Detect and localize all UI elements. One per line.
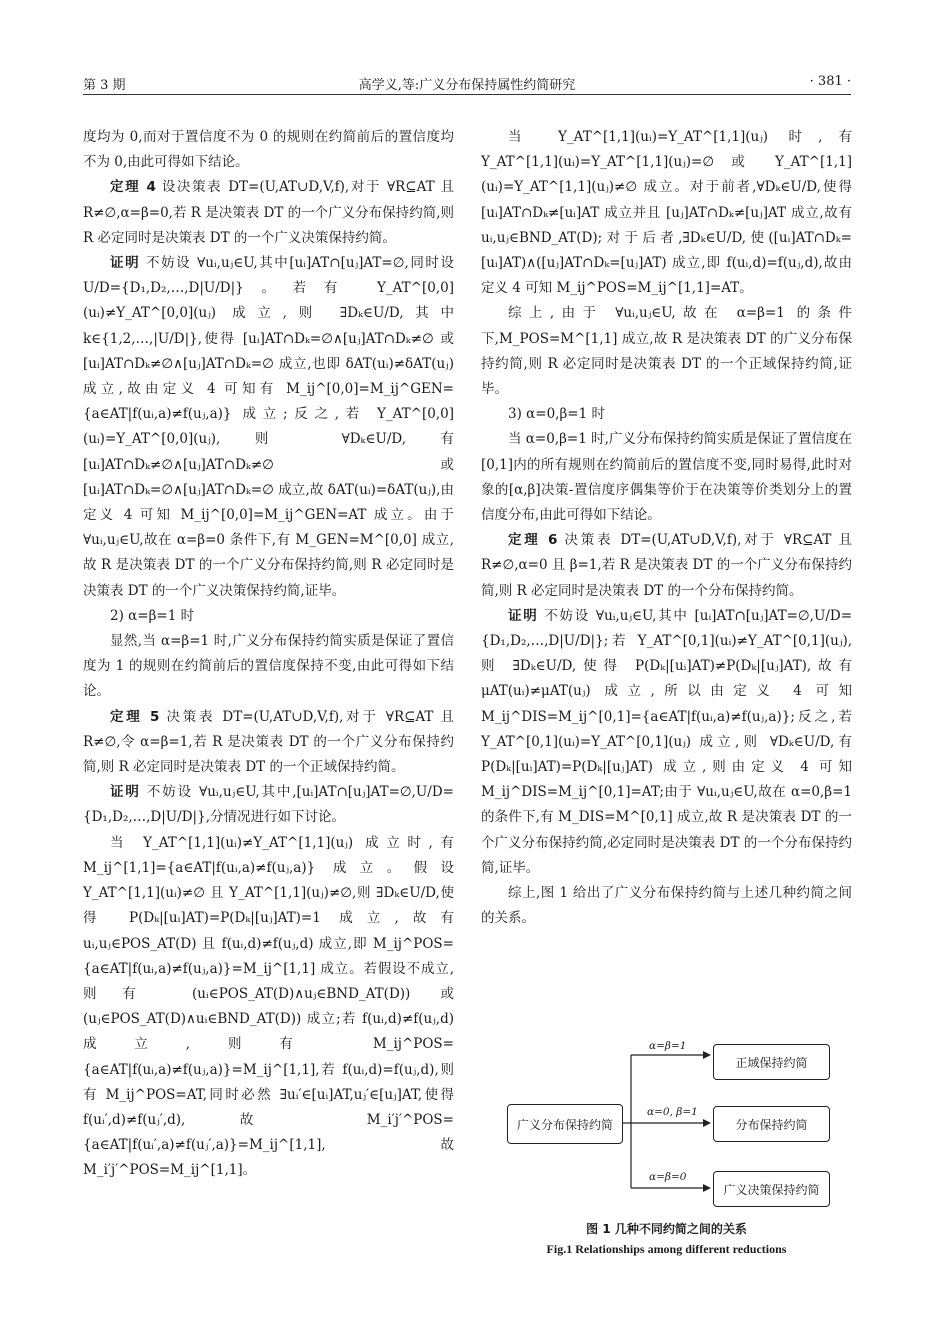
issue-number: 第 3 期 bbox=[83, 78, 126, 93]
theorem-text: 不妨设 ∀uᵢ,uⱼ∈U,其中,[uᵢ]AT∩[uⱼ]AT=∅,U/D={D₁,D₂,…,D|U/D|},分情况进行如下讨论。 bbox=[83, 784, 454, 826]
theorem-paragraph bbox=[83, 251, 454, 604]
theorem-text: 设决策表 DT=(U,AT∪D,V,f),对于 ∀R⊆AT 且 R≠∅,α=β=0,若 R 是决策表 DT 的一个广义分布保持约简,则 R 必定同时是决策表 DT 的一个广义决策保持约简。 bbox=[83, 179, 455, 246]
body-paragraph: 显然,当 α=β=1 时,广义分布保持约简实质是保证了置信度为 1 的规则在约简前后的置信度保持不变,由此可得如下结论。 bbox=[83, 633, 454, 700]
running-title: 高学义,等:广义分布保持属性约简研究 bbox=[358, 78, 576, 93]
theorem-label: 证明 bbox=[110, 784, 141, 801]
theorem-text: 决策表 DT=(U,AT∪D,V,f),对于 ∀R⊆AT 且 R≠∅,α=0 且 β=1,若 R 是决策表 DT 的一个广义分布保持约简,则 R 必定同时是决策表 DT 的一个分布保持约简。 bbox=[481, 532, 852, 599]
theorem-label: 定理 6 bbox=[508, 532, 558, 549]
target-box-positive-region: 正域保持约简 bbox=[713, 1044, 830, 1080]
body-paragraph: 当 Y_AT^[1,1](uᵢ)≠Y_AT^[1,1](uⱼ) 成立时,有 M_ij^[1,1]={a∈AT|f(uᵢ,a)≠f(uⱼ,a)} 成立。假设 Y_AT^[1,1](uᵢ)≠∅ 且 Y_AT^[1,1](uⱼ)≠∅,则 ∃Dₖ∈U/D,使得 P(Dₖ|[uᵢ]AT)=P(Dₖ|[uⱼ]AT)=1 成立,故有 uᵢ,uⱼ∈POS_AT(D) 且 f(uᵢ,d)≠f(uⱼ,d) 成立,即 M_ij^POS={a∈AT|f(uᵢ,a)≠f(uⱼ,a)}=M_ij^[1,1] 成立。若假设不成立,则有 (uᵢ∈POS_AT(D)∧uⱼ∈BND_AT(D)) 或 (uⱼ∈POS_AT(D)∧uᵢ∈BND_AT(D)) 成立;若 f(uᵢ,d)≠f(uⱼ,d) 成立,则有 M_ij^POS={a∈AT|f(uᵢ,a)≠f(uⱼ,a)}=M_ij^[1,1],若 f(uᵢ,d)=f(uⱼ,d),则有 M_ij^POS=AT,同时必然 ∃uᵢ′∈[uᵢ]AT,uⱼ′∈[uⱼ]AT,使得 f(uᵢ′,d)≠f(uⱼ′,d),故 M_i′j′^POS={a∈AT|f(uᵢ′,a)≠f(uⱼ′,a)}=M_ij^[1,1],故 M_i′j′^POS=M_ij^[1,1]。 bbox=[83, 834, 454, 1179]
body-paragraph: 综上,图 1 给出了广义分布保持约简与上述几种约简之间的关系。 bbox=[481, 885, 852, 927]
edge-label-2: α=0, β=1 bbox=[647, 1106, 698, 1118]
right-column bbox=[481, 125, 852, 932]
body-paragraph: 当 α=0,β=1 时,广义分布保持约简实质是保证了置信度在[0,1]内的所有规则在约简前后的置信度不变,同时易得,此时对象的[α,β]决策-置信度序偶集等价于在决策等价类划分上的置信度分布,由此可得如下结论。 bbox=[481, 431, 852, 524]
case-heading: 3) α=0,β=1 时 bbox=[508, 406, 605, 423]
theorem-paragraph bbox=[481, 604, 852, 881]
body-paragraph: 度均为 0,而对于置信度不为 0 的规则在约简前后的置信度均不为 0,由此可得如下结论。 bbox=[83, 129, 454, 171]
page-number: · 381 · bbox=[809, 74, 851, 89]
theorem-paragraph bbox=[83, 175, 454, 251]
left-column bbox=[83, 125, 454, 1184]
theorem-label: 定理 4 bbox=[110, 179, 156, 196]
theorem-text: 不妨设 ∀uᵢ,uⱼ∈U,其中[uᵢ]AT∩[uⱼ]AT=∅,同时设 U/D={D₁,D₂,…,D|U/D|}。若有 Y_AT^[0,0](uᵢ)≠Y_AT^[0,0](uⱼ) 成立,则 ∃Dₖ∈U/D,其中 k∈{1,2,…,|U/D|},使得 [uᵢ]AT∩Dₖ=∅∧[uⱼ]AT∩Dₖ≠∅ 或 [uᵢ]AT∩Dₖ≠∅∧[uⱼ]AT∩Dₖ=∅ 成立,也即 δAT(uᵢ)≠δAT(uⱼ) 成立,故由定义 4 可知有 M_ij^[0,0]=M_ij^GEN={a∈AT|f(uᵢ,a)≠f(uⱼ,a)} 成立;反之,若 Y_AT^[0,0](uᵢ)=Y_AT^[0,0](uⱼ),则 ∀Dₖ∈U/D,有 [uᵢ]AT∩Dₖ≠∅∧[uⱼ]AT∩Dₖ≠∅ 或 [uᵢ]AT∩Dₖ=∅∧[uⱼ]AT∩Dₖ=∅ 成立,故 δAT(uᵢ)=δAT(uⱼ),由定义 4 可知 M_ij^[0,0]=M_ij^GEN=AT 成立。由于 ∀uᵢ,uⱼ∈U,故在 α=β=0 条件下,有 M_GEN=M^[0,0] 成立,故 R 是决策表 DT 的一个广义分布保持约简,则 R 必定同时是决策表 DT 的一个广义决策保持约简,证毕。 bbox=[83, 255, 455, 599]
edge-label-1: α=β=1 bbox=[649, 1040, 687, 1052]
theorem-text: 决策表 DT=(U,AT∪D,V,f),对于 ∀R⊆AT 且 R≠∅,令 α=β=1,若 R 是决策表 DT 的一个广义分布保持约简,则 R 必定同时是决策表 DT 的一个正域保持约简。 bbox=[83, 708, 454, 776]
figure-caption-zh: 图 1 几种不同约简之间的关系 bbox=[586, 1222, 747, 1236]
target-box-distribution: 分布保持约简 bbox=[713, 1106, 830, 1142]
theorem-paragraph bbox=[481, 528, 852, 604]
theorem-label: 证明 bbox=[110, 255, 141, 272]
theorem-label: 定理 5 bbox=[110, 708, 160, 725]
theorem-paragraph bbox=[83, 780, 454, 830]
theorem-text: 不妨设 ∀uᵢ,uⱼ∈U,其中 [uᵢ]AT∩[uⱼ]AT=∅,U/D={D₁,D₂,…,D|U/D|};若 Y_AT^[0,1](uᵢ)≠Y_AT^[0,1](uⱼ),则 ∃Dₖ∈U/D,使得 P(Dₖ|[uᵢ]AT)≠P(Dₖ|[uⱼ]AT),故有 μAT(uᵢ)≠μAT(uⱼ) 成立,所以由定义 4 可知 M_ij^DIS=M_ij^[0,1]={a∈AT|f(uᵢ,a)≠f(uⱼ,a)};反之,若 Y_AT^[0,1](uᵢ)=Y_AT^[0,1](uⱼ) 成立,则 ∀Dₖ∈U/D,有 P(Dₖ|[uᵢ]AT)=P(Dₖ|[uⱼ]AT) 成立,则由定义 4 可知 M_ij^DIS=M_ij^[0,1]=AT;由于 ∀uᵢ,uⱼ∈U,故在 α=0,β=1 的条件下,有 M_DIS=M^[0,1] 成立,故 R 是决策表 DT 的一个广义分布保持约简,必定同时是决策表 DT 的一个分布保持约简,证毕。 bbox=[481, 607, 853, 876]
body-paragraph: 当 Y_AT^[1,1](uᵢ)=Y_AT^[1,1](uⱼ) 时,有 Y_AT^[1,1](uᵢ)=Y_AT^[1,1](uⱼ)=∅ 或 Y_AT^[1,1](uᵢ)=Y_AT^[1,1](uⱼ)≠∅ 成立。对于前者,∀Dₖ∈U/D,使得 [uᵢ]AT∩Dₖ≠[uᵢ]AT 成立并且 [uⱼ]AT∩Dₖ≠[uⱼ]AT 成立,故有 uᵢ,uⱼ∈BND_AT(D);对于后者,∃Dₖ∈U/D,使([uᵢ]AT∩Dₖ=[uᵢ]AT)∧([uⱼ]AT∩Dₖ=[uⱼ]AT) 成立,即 f(uᵢ,d)=f(uⱼ,d),故由定义 4 可知 M_ij^POS=M_ij^[1,1]=AT。 bbox=[481, 129, 852, 297]
target-box-generalized-decision: 广义决策保持约简 bbox=[713, 1171, 830, 1207]
figure-1 bbox=[481, 1040, 852, 1218]
edge-label-3: α=β=0 bbox=[649, 1171, 687, 1183]
running-header bbox=[83, 70, 851, 95]
case-heading: 2) α=β=1 时 bbox=[110, 607, 195, 624]
theorem-paragraph bbox=[83, 705, 454, 781]
body-paragraph: 综上,由于 ∀uᵢ,uⱼ∈U,故在 α=β=1 的条件下,M_POS=M^[1,1] 成立,故 R 是决策表 DT 的广义分布保持约简,则 R 必定同时是决策表 DT 的一个正域保持约简,证毕。 bbox=[481, 305, 852, 398]
figure-caption-en: Fig.1 Relationships among different reductions bbox=[546, 1242, 787, 1256]
source-box: 广义分布保持约简 bbox=[507, 1104, 623, 1144]
theorem-label: 证明 bbox=[508, 607, 539, 624]
